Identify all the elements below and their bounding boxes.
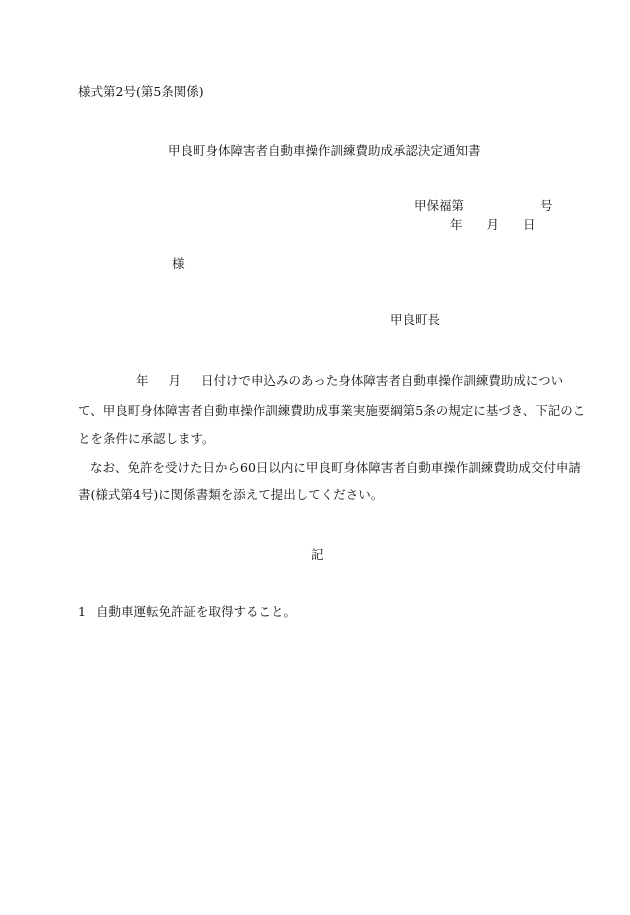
issuer: 甲良町長 <box>390 312 441 327</box>
ki-heading: 記 <box>311 547 324 562</box>
body-line-1-text: 日付けで申込みのあった身体障害者自動車操作訓練費助成につい <box>201 373 564 388</box>
date-day: 日 <box>523 217 536 232</box>
date-month: 月 <box>486 217 500 232</box>
reference-suffix: 号 <box>540 198 553 213</box>
application-month: 月 <box>168 373 182 388</box>
body-line-2: て、甲良町身体障害者自動車操作訓練費助成事業実施要綱第5条の規定に基づき、下記のこ <box>78 403 586 418</box>
reference-prefix: 甲保福第 <box>414 198 465 213</box>
addressee: 様 <box>172 256 185 271</box>
document-title: 甲良町身体障害者自動車操作訓練費助成承認決定通知書 <box>168 143 481 158</box>
body-line-3: とを条件に承認します。 <box>78 431 215 446</box>
condition-item-number: 1 <box>78 604 86 619</box>
condition-item-text: 自動車運転免許証を取得すること。 <box>95 604 296 619</box>
condition-item <box>78 604 296 620</box>
form-number: 様式第2号(第5条関係) <box>78 84 204 99</box>
date-year: 年 <box>450 217 463 232</box>
body-line-5: 書(様式第4号)に関係書類を添えて提出してください。 <box>78 487 384 502</box>
reference-number <box>414 198 553 214</box>
body-line-4 <box>78 460 581 476</box>
application-year: 年 <box>136 373 149 388</box>
body-line-1 <box>78 373 563 389</box>
body-line-4-text: なお、免許を受けた日から60日以内に甲良町身体障害者自動車操作訓練費助成交付申請 <box>90 460 581 475</box>
issue-date <box>450 217 536 233</box>
